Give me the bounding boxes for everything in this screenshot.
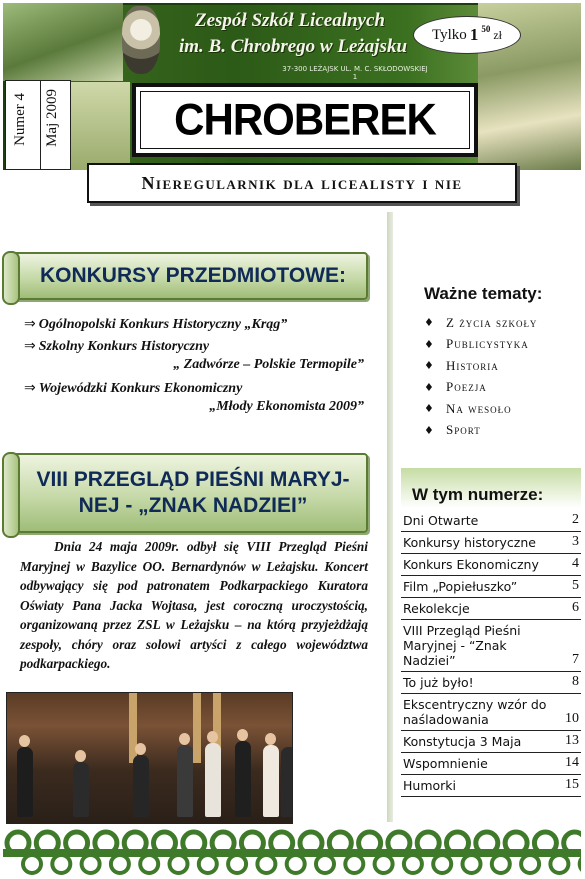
performer-head [75, 750, 86, 762]
toc-row [401, 620, 581, 672]
performer-figure [235, 741, 251, 817]
issue-date: Maj 2009 [44, 89, 60, 147]
swirl-bottom [111, 855, 129, 873]
topic-item [424, 355, 537, 377]
swirl-border-icon [3, 829, 581, 876]
toc-label: Dni Otwarte [403, 513, 479, 528]
competition-subtitle: „Młody Ekonomista 2009” [209, 399, 364, 414]
school-name-line1: Zespół Szkół Licealnych [195, 10, 385, 31]
swirl-bottom [433, 855, 451, 873]
price-superscript: 50 [481, 24, 491, 34]
topic-label: Historia [446, 357, 499, 373]
newspaper-title-frame [132, 83, 478, 157]
performer-head [237, 729, 248, 741]
school-name-line2: im. B. Chrobrego w Leżajsku [178, 36, 408, 57]
topic-item [424, 420, 537, 442]
performer-head [207, 731, 218, 743]
performer-figure [17, 747, 33, 817]
competition-name: Ogólnopolski Konkurs Historyczny „Krąg” [38, 317, 288, 332]
topic-label: Poezja [446, 379, 487, 395]
issue-info-box [5, 80, 71, 170]
scroll-curl-icon [2, 452, 20, 538]
performer-figure [281, 747, 293, 817]
swirl-bottom [228, 855, 246, 873]
section-banner-przeglad [10, 453, 368, 533]
diamond-bullet-icon: ♦ [424, 423, 435, 437]
header-photo-middle [70, 82, 130, 170]
toc-label: Ekscentryczny wzór do naśladowania [403, 697, 547, 727]
swirl-bottom [345, 855, 363, 873]
toc-row [401, 775, 581, 797]
swirl-bottom [52, 855, 70, 873]
toc-page: 10 [565, 711, 579, 726]
swirl-bottom [140, 855, 158, 873]
newspaper-subtitle: Nieregularnik dla licealisty i nie [87, 163, 517, 203]
footer-ornament [3, 829, 581, 876]
header-photo-left [3, 3, 123, 81]
table-of-contents [401, 510, 581, 797]
toc-label: Konkursy historyczne [403, 535, 536, 550]
diamond-bullet-icon: ♦ [424, 337, 435, 351]
toc-row [401, 731, 581, 753]
topic-item [424, 334, 537, 356]
swirl-bottom [82, 855, 100, 873]
swirl-bottom [257, 855, 275, 873]
toc-page: 15 [565, 777, 579, 792]
price-badge [413, 16, 521, 54]
performer-head [135, 743, 146, 755]
swirl-bottom [492, 855, 510, 873]
topics-list [424, 312, 537, 441]
arrow-right-icon: ⇒ [24, 381, 36, 396]
topic-label: Z życia szkoły [446, 314, 538, 330]
scroll-curl-icon [2, 251, 20, 305]
performer-figure [205, 743, 221, 817]
toc-label: Konkurs Ekonomiczny [403, 557, 539, 572]
competition-subtitle: „ Zadwórze – Polskie Termopile” [173, 357, 364, 372]
swirl-bottom [521, 855, 539, 873]
section-banner-konkursy [10, 252, 368, 300]
toc-page: 2 [572, 512, 579, 527]
section-heading-przeglad: VIII PRZEGLĄD PIEŚNI MARYJ-NEJ - „ZNAK NADZIEI” [36, 467, 350, 517]
patron-portrait-emblem [122, 6, 160, 74]
topic-item [424, 398, 537, 420]
toc-page: 13 [565, 733, 579, 748]
issue-number: Numer 4 [12, 93, 28, 146]
swirl-bottom [404, 855, 422, 873]
toc-label: Konstytucja 3 Maja [403, 734, 522, 749]
price-unit: zł [493, 27, 502, 42]
toc-label: Wspomnienie [403, 756, 488, 771]
toc-page: 7 [572, 652, 579, 667]
toc-row [401, 694, 581, 731]
toc-page: 5 [572, 578, 579, 593]
topics-heading: Ważne tematy: [424, 284, 543, 303]
toc-label: VIII Przegląd Pieśni Maryjnej - “Znak Nadziei” [403, 623, 521, 668]
toc-label: Rekolekcje [403, 601, 470, 616]
arrow-right-icon: ⇒ [24, 317, 36, 332]
column-divider [387, 212, 393, 822]
performer-head [19, 735, 30, 747]
topic-item [424, 377, 537, 399]
swirl-bottom [170, 855, 188, 873]
photo-pillar [193, 693, 201, 763]
topic-label: Na wesoło [446, 400, 512, 416]
swirl-bottom [375, 855, 393, 873]
diamond-bullet-icon: ♦ [424, 316, 435, 330]
toc-row [401, 753, 581, 775]
diamond-bullet-icon: ♦ [424, 359, 435, 373]
competition-name: Szkolny Konkurs Historyczny [38, 339, 210, 354]
swirl-bottom [550, 855, 568, 873]
toc-row [401, 672, 581, 694]
swirl-bottom [316, 855, 334, 873]
toc-page: 4 [572, 556, 579, 571]
topic-label: Publicystyka [446, 336, 529, 352]
performer-figure [177, 745, 193, 817]
toc-row [401, 598, 581, 620]
price-main: 1 [469, 25, 479, 44]
newspaper-title: CHROBEREK [174, 94, 436, 145]
toc-row [401, 510, 581, 532]
performer-figure [73, 762, 89, 817]
performer-figure [263, 745, 279, 817]
competition-name: Wojewódzki Konkurs Ekonomiczny [38, 381, 243, 396]
price-prefix: Tylko [432, 26, 467, 43]
swirl-bottom [463, 855, 481, 873]
performer-figure [133, 755, 149, 817]
diamond-bullet-icon: ♦ [424, 402, 435, 416]
section-heading-konkursy: KONKURSY PRZEDMIOTOWE: [39, 263, 347, 287]
arrow-right-icon: ⇒ [24, 339, 36, 354]
toc-row [401, 554, 581, 576]
swirl-bottom [23, 855, 41, 873]
toc-page: 3 [572, 534, 579, 549]
issue-divider [40, 81, 41, 169]
performer-head [179, 733, 190, 745]
topic-label: Sport [446, 422, 481, 438]
toc-page: 8 [572, 674, 579, 689]
article-body: Dnia 24 maja 2009r. odbył się VIII Przegląd Pieśni Maryjnej w Bazylice OO. Bernardynów w Leżajsku. Koncert odbywający się pod patronatem Podkarpackiego Kuratora Oświaty Pana Jacka Wojtasa, jest coroczną uroczystością, organizowaną przez ZSL w Leżajsku – na którą przyjeżdżają zespoły, chóry oraz solowi artyści z całego województwa podkarpackiego. [20, 539, 368, 671]
toc-label: To już było! [403, 675, 474, 690]
competition-item [24, 316, 364, 334]
toc-page: 6 [572, 600, 579, 615]
school-address: 37-300 LEŻAJSK UL. M. C. SKŁODOWSKIEJ 1 [282, 65, 428, 81]
toc-heading: W tym numerze: [412, 485, 544, 504]
toc-page: 14 [565, 755, 579, 770]
toc-label: Humorki [403, 778, 456, 793]
concert-photo [6, 692, 293, 824]
toc-row [401, 532, 581, 554]
toc-label: Film „Popiełuszko” [403, 579, 518, 594]
toc-row [401, 576, 581, 598]
performer-head [265, 733, 276, 745]
swirl-bottom [287, 855, 305, 873]
topic-item [424, 312, 537, 334]
diamond-bullet-icon: ♦ [424, 380, 435, 394]
swirl-bottom [580, 855, 581, 873]
competition-item [24, 380, 364, 416]
swirl-bottom [199, 855, 217, 873]
competition-item [24, 338, 364, 374]
